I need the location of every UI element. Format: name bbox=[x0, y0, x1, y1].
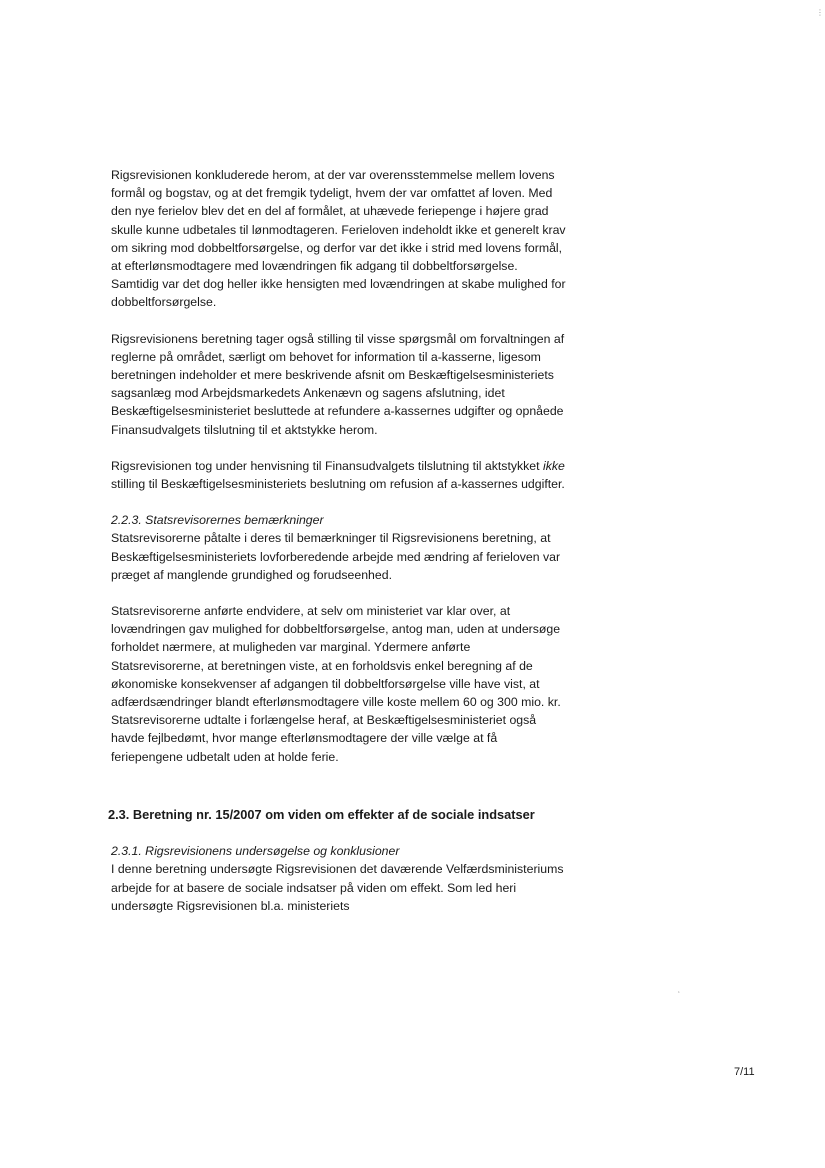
paragraph-administration: Rigsrevisionens beretning tager også stilling til visse spørgsmål om forvaltningen af reglerne på området, særligt om behovet for information til a-kasserne, ligesom beretningen indeholder et mere beskrivende afsnit om Beskæftigelsesministeriets sagsanlæg mod Arbejdsmarkedets Ankenævn og sagens afslutning, idet Beskæftigelsesministeriet besluttede at refundere a-kassernes udgifter og opnåede Finansudvalgets tilslutning til et aktstykke herom. bbox=[111, 331, 565, 437]
paragraph-remarks-2: Statsrevisorerne anførte endvidere, at selv om ministeriet var klar over, at lovændringen gav mulighed for dobbeltforsørgelse, antog man, uden at undersøge forholdet nærmere, at muligheden var marginal. Ydermere anførte Statsrevisorerne, at beretningen viste, at en forholdsvis enkel beregning af de økonomiske konsekvenser af adgangen til dobbeltforsørgelse ville have vist, at adfærdsændringer blandt efterlønsmodtagere ville koste mellem 60 og 300 mio. kr. Statsrevisorerne udtalte i forlængelse heraf, at Beskæftigelsesministeriet også havde fejlbedømt, hvor mange efterlønsmodtagere der ville vælge at få feriepengene udbetalt uden at holde ferie. bbox=[111, 604, 561, 764]
paragraph-refund-text-1: Rigsrevisionen tog under henvisning til Finansudvalgets tilslutning til aktstykket bbox=[111, 458, 543, 473]
scan-mark: ‘ bbox=[678, 990, 680, 999]
heading-2-3-1: 2.3.1. Rigsrevisionens undersøgelse og konklusioner bbox=[111, 844, 400, 859]
heading-2-2-3: 2.2.3. Statsrevisorernes bemærkninger bbox=[111, 513, 324, 528]
document-body bbox=[108, 166, 566, 933]
paragraph-refund bbox=[111, 457, 566, 493]
heading-2-3: 2.3. Beretning nr. 15/2007 om viden om effekter af de sociale indsatser bbox=[108, 806, 535, 822]
paragraph-investigation: I denne beretning undersøgte Rigsrevisionen det daværende Velfærdsministeriums arbejde for at basere de sociale indsatser på viden om effekt. Som led heri undersøgte Rigsrevisionen bl.a. ministeriets bbox=[111, 862, 564, 913]
paragraph-refund-text-2: stilling til Beskæftigelsesministeriets beslutning om refusion af a-kassernes udgifter. bbox=[111, 477, 565, 492]
page-number: 7/11 bbox=[734, 1066, 755, 1078]
paragraph-remarks: Statsrevisorerne påtalte i deres til bemærkninger til Rigsrevisionens beretning, at Beskæftigelsesministeriets lovforberedende arbejde med ændring af ferieloven var præget af manglende grundighed og forudseenhed. bbox=[111, 531, 561, 582]
margin-mark: ⋮ bbox=[816, 8, 824, 17]
paragraph-refund-emphasis: ikke bbox=[542, 458, 565, 473]
paragraph-conclusion: Rigsrevisionen konkluderede herom, at der var overensstemmelse mellem lovens formål og bogstav, og at det fremgik tydeligt, hvem der var omfattet af loven. Med den nye ferielov blev det en del af formålet, at uhævede feriepenge i højere grad skulle kunne udbetales til lønmodtageren. Ferieloven indeholdt ikke et generelt krav om sikring mod dobbeltforsørgelse, og derfor var det ikke i strid med lovens formål, at efterlønsmodtagere med lovændringen fik adgang til dobbeltforsørgelse. Samtidig var det dog heller ikke hensigten med lovændringen at skabe mulighed for dobbeltforsørgelse. bbox=[111, 168, 566, 310]
